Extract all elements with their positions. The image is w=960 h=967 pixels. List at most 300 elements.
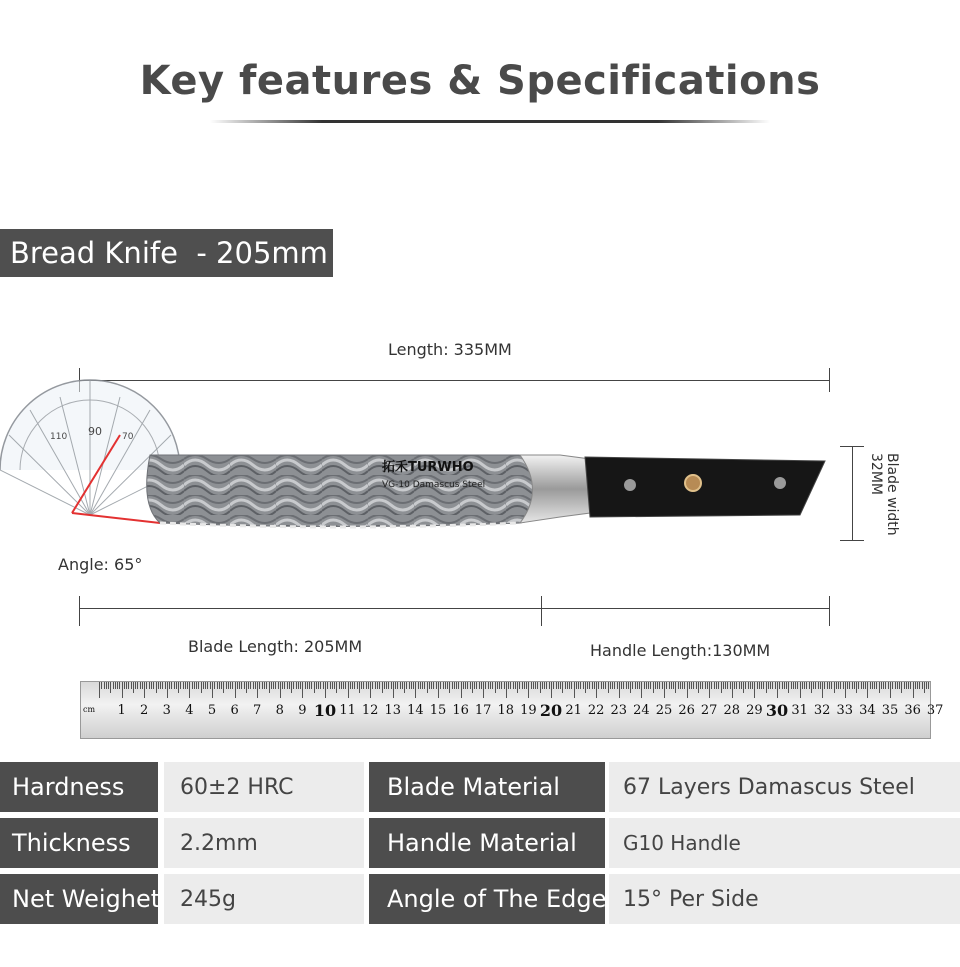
ruler-tick xyxy=(822,682,823,698)
ruler-tick xyxy=(298,682,299,689)
ruler-tick xyxy=(673,682,674,689)
ruler-tick xyxy=(402,682,403,689)
ruler-tick xyxy=(585,682,586,693)
ruler-tick xyxy=(725,682,726,689)
ruler-tick xyxy=(108,682,109,689)
knife-handle xyxy=(585,457,825,517)
ruler-tick xyxy=(544,682,545,689)
ruler-tick xyxy=(626,682,627,689)
ruler-tick xyxy=(241,682,242,689)
ruler-tick xyxy=(809,682,810,689)
ruler-tick xyxy=(223,682,224,693)
ruler-tick xyxy=(542,682,543,689)
ruler-tick xyxy=(467,682,468,689)
ruler-number: 16 xyxy=(452,703,469,718)
ruler-tick xyxy=(350,682,351,689)
ruler-tick xyxy=(149,682,150,689)
blade-handle-split-tick xyxy=(541,596,542,626)
ruler-tick xyxy=(458,682,459,689)
ruler-tick xyxy=(513,682,514,689)
ruler-tick xyxy=(682,682,683,689)
ruler-tick xyxy=(345,682,346,689)
svg-text:90: 90 xyxy=(88,425,102,438)
ruler-tick xyxy=(567,682,568,689)
ruler-tick xyxy=(124,682,125,689)
brand-mark: 拓禾TURWHO xyxy=(382,460,474,475)
ruler-tick xyxy=(895,682,896,689)
ruler-number: 32 xyxy=(813,703,831,718)
ruler-tick xyxy=(388,682,389,689)
ruler-number: 14 xyxy=(407,703,424,718)
ruler-tick xyxy=(806,682,807,689)
ruler-number: 21 xyxy=(565,703,582,718)
ruler-tick xyxy=(852,682,853,689)
handle-rivet-icon xyxy=(774,477,786,489)
ruler-tick xyxy=(757,682,758,689)
ruler-tick xyxy=(840,682,841,689)
ruler-tick xyxy=(397,682,398,689)
ruler-number: 26 xyxy=(678,703,695,718)
ruler-tick xyxy=(890,682,891,698)
ruler-tick xyxy=(705,682,706,689)
ruler-tick xyxy=(711,682,712,689)
ruler-tick xyxy=(420,682,421,689)
ruler-tick xyxy=(865,682,866,689)
ruler-tick xyxy=(680,682,681,689)
product-name-badge: Bread Knife - 205mm xyxy=(0,229,333,277)
ruler-tick xyxy=(926,682,927,689)
ruler-tick xyxy=(664,682,665,698)
ruler-tick xyxy=(727,682,728,689)
specs-table xyxy=(0,762,960,932)
ruler-number: 13 xyxy=(384,703,402,718)
ruler-tick xyxy=(309,682,310,689)
ruler-tick xyxy=(592,682,593,689)
ruler-tick xyxy=(250,682,251,689)
handle-mosaic-rivet-icon xyxy=(685,475,701,491)
ruler-tick xyxy=(207,682,208,689)
ruler-tick xyxy=(675,682,676,693)
ruler-tick xyxy=(178,682,179,693)
spec-label-hardness: Hardness xyxy=(0,762,158,812)
ruler-tick xyxy=(165,682,166,689)
ruler-tick xyxy=(775,682,776,689)
ruler-tick xyxy=(571,682,572,689)
ruler-tick xyxy=(126,682,127,689)
ruler-tick xyxy=(379,682,380,689)
ruler-tick xyxy=(788,682,789,693)
angle-baseline xyxy=(72,513,160,523)
measuring-ruler xyxy=(80,681,944,739)
ruler-tick xyxy=(409,682,410,689)
ruler-tick xyxy=(289,682,290,689)
ruler-tick xyxy=(495,682,496,693)
ruler-tick xyxy=(885,682,886,689)
ruler-tick xyxy=(601,682,602,689)
ruler-tick xyxy=(485,682,486,689)
ruler-tick xyxy=(117,682,118,689)
ruler-tick xyxy=(384,682,385,689)
ruler-tick xyxy=(465,682,466,689)
ruler-tick xyxy=(777,682,778,698)
ruler-tick xyxy=(386,682,387,689)
ruler-tick xyxy=(546,682,547,689)
ruler-tick xyxy=(418,682,419,689)
ruler-tick xyxy=(296,682,297,689)
ruler-tick xyxy=(910,682,911,689)
ruler-tick xyxy=(194,682,195,689)
ruler-tick xyxy=(870,682,871,689)
ruler-tick xyxy=(524,682,525,689)
ruler-tick xyxy=(282,682,283,689)
ruler-tick xyxy=(691,682,692,689)
ruler-tick xyxy=(845,682,846,698)
spec-value-blade-material: 67 Layers Damascus Steel xyxy=(609,762,960,812)
ruler-tick xyxy=(847,682,848,689)
ruler-tick xyxy=(761,682,762,689)
blade-width-bottom-tick xyxy=(840,540,864,541)
ruler-tick xyxy=(639,682,640,689)
ruler-tick xyxy=(619,682,620,698)
ruler-tick xyxy=(447,682,448,689)
ruler-tick xyxy=(630,682,631,693)
ruler-tick xyxy=(99,682,100,698)
ruler-tick xyxy=(212,682,213,698)
ruler-tick xyxy=(377,682,378,689)
ruler-tick xyxy=(519,682,520,689)
ruler-tick xyxy=(235,682,236,698)
ruler-tick xyxy=(913,682,914,698)
ruler-tick xyxy=(526,682,527,689)
ruler-tick xyxy=(540,682,541,693)
ruler-number: 31 xyxy=(791,703,808,718)
ruler-tick xyxy=(501,682,502,689)
ruler-tick xyxy=(610,682,611,689)
ruler-tick xyxy=(669,682,670,689)
ruler-tick xyxy=(221,682,222,689)
ruler-tick xyxy=(474,682,475,689)
ruler-tick xyxy=(316,682,317,689)
ruler-tick xyxy=(641,682,642,698)
ruler-tick xyxy=(325,682,326,698)
ruler-tick xyxy=(413,682,414,689)
ruler-number: 20 xyxy=(539,701,563,720)
ruler-tick xyxy=(766,682,767,693)
ruler-tick xyxy=(748,682,749,689)
ruler-number: 37 xyxy=(926,703,944,718)
ruler-tick xyxy=(246,682,247,693)
ruler-tick xyxy=(115,682,116,689)
ruler-tick xyxy=(431,682,432,689)
ruler-tick xyxy=(119,682,120,689)
ruler-number: 10 xyxy=(313,701,337,720)
ruler-tick xyxy=(655,682,656,689)
ruler-tick xyxy=(508,682,509,689)
ruler-tick xyxy=(770,682,771,689)
ruler-tick xyxy=(605,682,606,689)
ruler-tick xyxy=(531,682,532,689)
ruler-tick xyxy=(578,682,579,689)
angle-label: Angle: 65° xyxy=(58,555,143,574)
ruler-tick xyxy=(348,682,349,698)
ruler-tick xyxy=(237,682,238,689)
ruler-tick xyxy=(574,682,575,698)
ruler-number: 17 xyxy=(474,703,492,718)
ruler-tick xyxy=(838,682,839,689)
ruler-tick xyxy=(535,682,536,689)
ruler-tick xyxy=(259,682,260,689)
ruler-tick xyxy=(646,682,647,689)
ruler-tick xyxy=(375,682,376,689)
ruler-tick xyxy=(856,682,857,693)
ruler-number: 28 xyxy=(723,703,741,718)
ruler-tick xyxy=(632,682,633,689)
ruler-tick xyxy=(904,682,905,689)
ruler-tick xyxy=(917,682,918,689)
ruler-tick xyxy=(804,682,805,689)
ruler-tick xyxy=(334,682,335,689)
ruler-tick xyxy=(293,682,294,689)
ruler-tick xyxy=(662,682,663,689)
ruler-tick xyxy=(750,682,751,689)
ruler-tick xyxy=(228,682,229,689)
ruler-number: 33 xyxy=(836,703,854,718)
ruler-tick xyxy=(666,682,667,689)
ruler-tick xyxy=(352,682,353,689)
ruler-number: 24 xyxy=(633,703,650,718)
ruler-tick xyxy=(198,682,199,689)
ruler-tick xyxy=(702,682,703,689)
ruler-tick xyxy=(504,682,505,689)
ruler-tick xyxy=(343,682,344,689)
ruler-tick xyxy=(897,682,898,689)
ruler-tick xyxy=(698,682,699,693)
page-title: Key features & Specifications xyxy=(139,58,821,104)
ruler-tick xyxy=(621,682,622,689)
ruler-tick xyxy=(422,682,423,689)
ruler-tick xyxy=(128,682,129,689)
ruler-tick xyxy=(456,682,457,689)
ruler-tick xyxy=(232,682,233,689)
ruler-tick xyxy=(287,682,288,689)
ruler-tick xyxy=(872,682,873,689)
ruler-tick xyxy=(404,682,405,693)
ruler-tick xyxy=(481,682,482,689)
ruler-tick xyxy=(217,682,218,689)
ruler-tick xyxy=(779,682,780,689)
ruler-number: 7 xyxy=(253,703,262,718)
ruler-tick xyxy=(506,682,507,698)
ruler-tick xyxy=(368,682,369,689)
ruler-tick xyxy=(763,682,764,689)
ruler-tick xyxy=(101,682,102,689)
ruler-tick xyxy=(336,682,337,693)
ruler-tick xyxy=(291,682,292,693)
ruler-tick xyxy=(169,682,170,689)
ruler-number: 11 xyxy=(339,703,356,718)
ruler-tick xyxy=(391,682,392,689)
ruler-number: 2 xyxy=(140,703,149,718)
ruler-tick xyxy=(580,682,581,689)
ruler-tick xyxy=(759,682,760,689)
ruler-number: 27 xyxy=(700,703,718,718)
ruler-tick xyxy=(137,682,138,689)
ruler-tick xyxy=(876,682,877,689)
ruler-tick xyxy=(226,682,227,689)
ruler-tick xyxy=(684,682,685,689)
ruler-tick xyxy=(479,682,480,689)
ruler-tick xyxy=(533,682,534,689)
ruler-tick xyxy=(879,682,880,693)
length-end-tick xyxy=(829,368,830,392)
ruler-number: 12 xyxy=(361,703,379,718)
ruler-tick xyxy=(187,682,188,689)
ruler-number: 34 xyxy=(859,703,876,718)
ruler-number: 6 xyxy=(230,703,239,718)
ruler-tick xyxy=(754,682,755,698)
ruler-tick xyxy=(693,682,694,689)
ruler-tick xyxy=(714,682,715,689)
ruler-tick xyxy=(151,682,152,689)
ruler-tick xyxy=(275,682,276,689)
ruler-tick xyxy=(104,682,105,689)
ruler-tick xyxy=(180,682,181,689)
ruler-tick xyxy=(424,682,425,689)
ruler-tick xyxy=(372,682,373,689)
ruler-tick xyxy=(153,682,154,689)
ruler-tick xyxy=(924,682,925,693)
ruler-tick xyxy=(205,682,206,689)
ruler-tick xyxy=(687,682,688,698)
ruler-tick xyxy=(415,682,416,698)
ruler-tick xyxy=(650,682,651,689)
ruler-tick xyxy=(915,682,916,689)
ruler-tick xyxy=(515,682,516,689)
ruler-tick xyxy=(901,682,902,693)
ruler-tick xyxy=(280,682,281,698)
ruler-tick xyxy=(269,682,270,693)
ruler-number: 4 xyxy=(185,703,194,718)
ruler-tick xyxy=(743,682,744,693)
ruler-tick xyxy=(598,682,599,689)
ruler-tick xyxy=(528,682,529,698)
ruler-tick xyxy=(278,682,279,689)
ruler-tick xyxy=(596,682,597,698)
ruler-tick xyxy=(653,682,654,693)
ruler-tick xyxy=(492,682,493,689)
ruler-tick xyxy=(881,682,882,689)
ruler-tick xyxy=(517,682,518,693)
ruler-tick xyxy=(700,682,701,689)
ruler-tick xyxy=(440,682,441,689)
spec-value-edge-angle: 15° Per Side xyxy=(609,874,960,924)
ruler-tick xyxy=(831,682,832,689)
ruler-tick xyxy=(490,682,491,689)
ruler-tick xyxy=(553,682,554,689)
ruler-tick xyxy=(637,682,638,689)
ruler-tick xyxy=(565,682,566,689)
ruler-number: 3 xyxy=(162,703,171,718)
spec-label-blade-material: Blade Material xyxy=(369,762,605,812)
spec-value-net-weight: 245g xyxy=(164,874,364,924)
ruler-number: 35 xyxy=(881,703,899,718)
ruler-tick xyxy=(569,682,570,689)
length-label: Length: 335MM xyxy=(388,340,512,359)
ruler-tick xyxy=(210,682,211,689)
spec-value-handle-material: G10 Handle xyxy=(609,818,960,868)
ruler-tick xyxy=(370,682,371,698)
ruler-tick xyxy=(135,682,136,689)
ruler-tick xyxy=(791,682,792,689)
ruler-tick xyxy=(307,682,308,689)
ruler-tick xyxy=(302,682,303,698)
ruler-tick xyxy=(899,682,900,689)
ruler-number: 8 xyxy=(275,703,284,718)
ruler-tick xyxy=(657,682,658,689)
ruler-tick xyxy=(248,682,249,689)
ruler-tick xyxy=(824,682,825,689)
ruler-tick xyxy=(556,682,557,689)
ruler-tick xyxy=(433,682,434,689)
ruler-tick xyxy=(587,682,588,689)
spec-label-thickness: Thickness xyxy=(0,818,158,868)
ruler-tick xyxy=(522,682,523,689)
ruler-tick xyxy=(201,682,202,693)
handle-rivet-icon xyxy=(624,479,636,491)
ruler-tick xyxy=(818,682,819,689)
ruler-tick xyxy=(793,682,794,689)
ruler-tick xyxy=(734,682,735,689)
ruler-tick xyxy=(192,682,193,689)
ruler-tick xyxy=(797,682,798,689)
ruler-tick xyxy=(311,682,312,689)
ruler-tick xyxy=(472,682,473,693)
ruler-tick xyxy=(452,682,453,689)
ruler-tick xyxy=(815,682,816,689)
ruler-tick xyxy=(273,682,274,689)
ruler-tick xyxy=(318,682,319,689)
ruler-tick xyxy=(230,682,231,689)
ruler-tick xyxy=(861,682,862,689)
ruler-tick xyxy=(644,682,645,689)
ruler-tick xyxy=(732,682,733,698)
ruler-tick xyxy=(718,682,719,689)
spec-label-handle-material: Handle Material xyxy=(369,818,605,868)
ruler-tick xyxy=(752,682,753,689)
ruler-tick xyxy=(723,682,724,689)
ruler-tick xyxy=(400,682,401,689)
ruler-tick xyxy=(449,682,450,693)
ruler-tick xyxy=(836,682,837,689)
svg-text:70: 70 xyxy=(122,432,134,442)
ruler-tick xyxy=(354,682,355,689)
ruler-tick xyxy=(257,682,258,698)
ruler-tick xyxy=(142,682,143,689)
blade-handle-dimension-line xyxy=(80,608,830,609)
ruler-tick xyxy=(583,682,584,689)
ruler-tick xyxy=(562,682,563,693)
ruler-tick xyxy=(406,682,407,689)
ruler-tick xyxy=(892,682,893,689)
ruler-tick xyxy=(707,682,708,689)
ruler-tick xyxy=(628,682,629,689)
ruler-tick xyxy=(576,682,577,689)
ruler-tick xyxy=(741,682,742,689)
ruler-tick xyxy=(874,682,875,689)
blade-width-top-tick xyxy=(840,446,864,447)
ruler-number: 29 xyxy=(746,703,763,718)
ruler-tick xyxy=(510,682,511,689)
